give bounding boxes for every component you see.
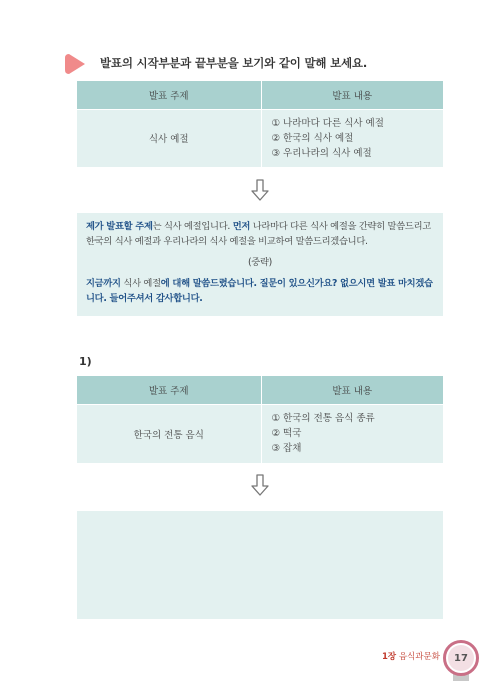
example-content [261,110,443,167]
question-item: ② 떡국 [271,428,302,440]
chapter-label [382,650,440,662]
example-item: ② 한국의 식사 예절 [271,132,354,144]
keyword-closing: 에 대해 말씀드렸습니다. 질문이 있으신가요? 없으시면 발표 마치겠습니다. 들어주셔서 감사합니다. [86,278,433,304]
keyword-first: 먼저 [232,221,251,232]
question-item: ③ 잡채 [271,443,302,455]
chapter-number: 1장 [382,652,397,662]
question-item: ① 한국의 전통 음식 종류 [271,413,375,425]
header-topic: 발표 주제 [77,376,261,405]
example-table [77,81,443,167]
example-speech-box [77,213,443,316]
omission-mark: (중략) [247,257,273,268]
example-item: ③ 우리나라의 식사 예절 [271,147,372,159]
question-content [261,405,443,463]
instruction-text: 발표의 시작부분과 끝부분을 보기와 같이 말해 보세요. [100,56,367,70]
example-intro-paragraph [86,219,434,249]
keyword-so-far: 지금까지 [86,278,121,289]
example-item: ① 나라마다 다른 식사 예절 [271,117,384,129]
header-content: 발표 내용 [261,81,443,110]
answer-writing-area[interactable] [77,511,443,619]
header-topic: 발표 주제 [77,81,261,110]
text: 식사 예절 [120,278,161,289]
example-outro-paragraph [86,276,434,306]
example-topic: 식사 예절 [77,110,261,167]
question-table [77,376,443,463]
triangle-marker-icon [63,53,87,75]
question-number: 1) [79,355,92,368]
header-content: 발표 내용 [261,376,443,405]
down-arrow-icon [250,179,270,201]
page-number: 17 [448,645,474,671]
question-topic: 한국의 전통 음식 [77,405,261,463]
page-number-badge [443,640,479,676]
keyword-my-topic: 제가 발표할 주제 [86,221,153,232]
down-arrow-icon [250,474,270,496]
text: 는 식사 예절입니다. [152,221,233,232]
text: 나라마다 다른 식사 예절을 간략히 말씀드리고 한국의 식사 예절과 우리나라의 식사 예절을 비교하여 말씀드리겠습니다. [86,221,431,247]
chapter-title: 음식과문화 [398,652,440,662]
